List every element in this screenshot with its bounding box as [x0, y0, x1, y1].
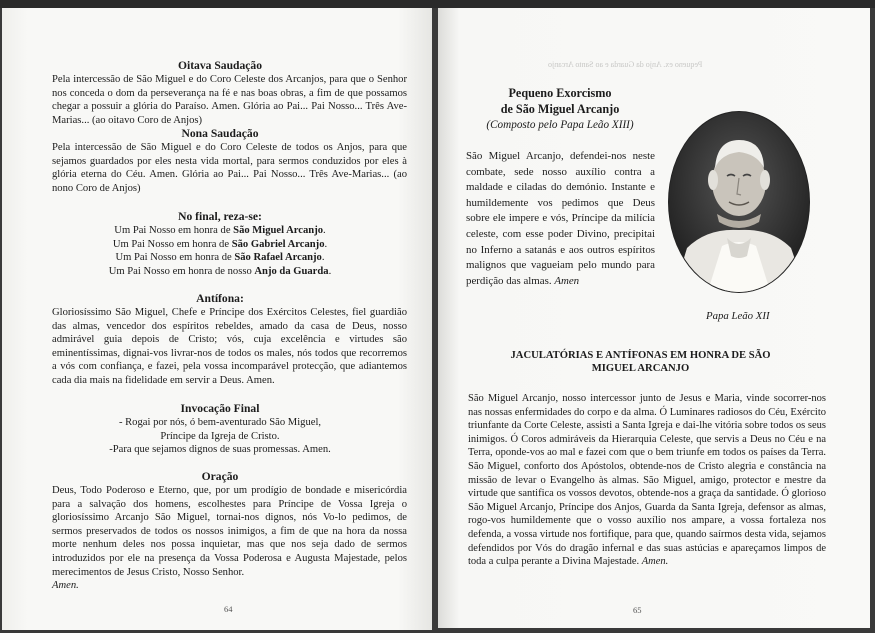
- jaculatorias-body: [468, 392, 826, 569]
- antifona-title: Antífona:: [196, 292, 244, 305]
- oracao-body: [52, 484, 407, 593]
- nona-body: [52, 141, 407, 195]
- invocacao-line-2: Príncipe da Igreja de Cristo.: [160, 430, 280, 442]
- oitava-body: [52, 73, 407, 127]
- page-number-right: 65: [633, 605, 642, 615]
- right-page: [438, 8, 870, 628]
- oitava-text: Pela intercessão de São Miguel e do Coro Celeste dos Arcanjos, para que o Senhor nos conceda o dom da perseverança na fé e nas boas obras, a fim de que possamos chegar a possuir a glória do Paraíso. Amen. Glória ao Pai... Pai Nosso... Três Ave-Marias... (ao oitavo Coro de Anjos): [52, 74, 407, 126]
- oracao-amen: Amen.: [52, 580, 79, 592]
- final-line-4: Um Pai Nosso em honra de nosso Anjo da Guarda.: [108, 265, 332, 277]
- exorcismo-body: [466, 149, 655, 289]
- oitava-title: Oitava Saudação: [177, 59, 263, 72]
- invocacao-line-1: - Rogai por nós, ó bem-aventurado São Miguel,: [118, 417, 322, 428]
- invocacao-title: Invocação Final: [180, 402, 260, 415]
- bleed-through-text: Pequeno ex. Anjo da Guarda e ao Santo Arcanjo: [548, 60, 703, 69]
- final-lines: [2, 224, 432, 278]
- nona-title: Nona Saudação: [181, 127, 259, 140]
- oracao-title: Oração: [201, 470, 239, 483]
- exorcismo-title-line-1: Pequeno Exorcismo: [508, 86, 612, 100]
- exorcismo-text: São Miguel Arcanjo, defendei-nos neste combate, sede nosso auxílio contra a maldade e ciladas do demónio. Instante e humildemente vos pedimos que Deus sobre ele impere e vós, Príncipe da milícia celeste, com esse poder Divino, precipitai no Inferno a satanás e aos outros espíritos malignos que vagueiam pelo mundo para perdição das almas. Amen: [466, 150, 655, 287]
- invocacao-line-3: -Para que sejamos dignos de suas promessas. Amen.: [109, 444, 331, 456]
- final-title: No final, reza-se:: [178, 210, 262, 223]
- oracao-text: Deus, Todo Poderoso e Eterno, que, por um prodígio de bondade e misericórdia para a salvação dos homens, escolhestes para Príncipe de Vossa Igreja o gloriosíssimo Arcanjo São Miguel, tornai-nos dignos, nós Vo-lo pedimos, de sermos preservados de todos os nossos inimigos, a fim de que na hora da nossa morte nenhum deles nos possa inquietar, mas que nos seja dado de sermos introduzidos por ele na presença da Vossa Poderosa e Augusta Majestade, pelos merecimentos de Jesus Cristo, Nosso Senhor. Amen.: [52, 485, 407, 592]
- exorcismo-amen: Amen: [554, 274, 580, 287]
- antifona-text: Gloriosíssimo São Miguel, Chefe e Príncipe dos Exércitos Celestes, fiel guardião das almas, vencedor dos espíritos rebeldes, amado da casa de Deus, nosso admirável guia depois de Cristo; vós, cuja excelência e virtudes são eminentíssimas, dignai-vos livrar-nos de todos os males, nós todos que recorremos a vós com confiança, e fazei, pela vossa incomparável protecção, que adiantemos cada dia mais na fidelidade em servir a Deus. Amen.: [52, 307, 407, 386]
- pope-portrait: [667, 110, 811, 294]
- jaculatorias-text: São Miguel Arcanjo, nosso intercessor junto de Jesus e Maria, vinde socorrer-nos nas nossas enfermidades do corpo e da alma. Ó Luminares radiosos do Céu, Exército triunfante da Corte Celeste, assisti a Santa Igreja e dai-lhe vitória sobre todos os seus inimigos. Ó Coros admiráveis da Hierarquia Celeste, que servis a Deus no Céu e na Terra, oponde-vos ao mal e fazei com que o bem triunfe em todos os países da Terra. São Miguel, conforto dos Apóstolos, obtende-nos de Cristo alegria e constância na missão de levar o Evangelho às almas. São Miguel, amigo, protector e mestre da virtude que santifica os vossos devotos, obtende-nos a graça da santidade. Ó glorioso São Miguel Arcanjo, Príncipe dos Anjos, Guarda da Santa Igreja, defensor as almas, rogo-vos humildemente que o vosso auxílio nos ampare, a vossa fortaleza nos defenda, a vossa virtude nos fortifique, para que, quando saírmos desta vida, sejamos defendidos por Vós do dragão infernal e das suas astúcias e apareçamos limpos de toda a culpa perante a Divina Majestade. Amen.: [468, 393, 826, 568]
- antifona-body: [52, 306, 407, 388]
- final-line-3: Um Pai Nosso em honra de São Rafael Arcanjo.: [115, 252, 325, 264]
- nona-text: Pela intercessão de São Miguel e do Coro Celeste de todos os Anjos, para que sejamos guardados por eles nesta vida mortal, para sermos conduzidos por eles à glória eterna do Céu. Amen. Glória ao Pai... Pai Nosso... Três Ave-Marias... (ao nono Coro de Anjos): [52, 142, 407, 194]
- portrait-caption: Papa Leão XII: [706, 310, 770, 322]
- final-line-2: Um Pai Nosso em honra de São Gabriel Arcanjo.: [112, 238, 328, 250]
- final-line-1: Um Pai Nosso em honra de São Miguel Arcanjo.: [114, 225, 326, 236]
- scanner-edge: [0, 0, 875, 8]
- exorcismo-title-line-2: de São Miguel Arcanjo: [500, 102, 620, 116]
- exorcismo-subtitle: (Composto pelo Papa Leão XIII): [486, 119, 634, 131]
- page-number-left: 64: [224, 604, 233, 614]
- jaculatorias-amen: Amen.: [641, 556, 669, 568]
- jaculatorias-title: JACULATÓRIAS E ANTÍFONAS EM HONRA DE SÃO MIGUEL ARCANJO: [510, 350, 771, 374]
- invocacao-lines: [2, 416, 432, 457]
- left-page: [2, 8, 432, 630]
